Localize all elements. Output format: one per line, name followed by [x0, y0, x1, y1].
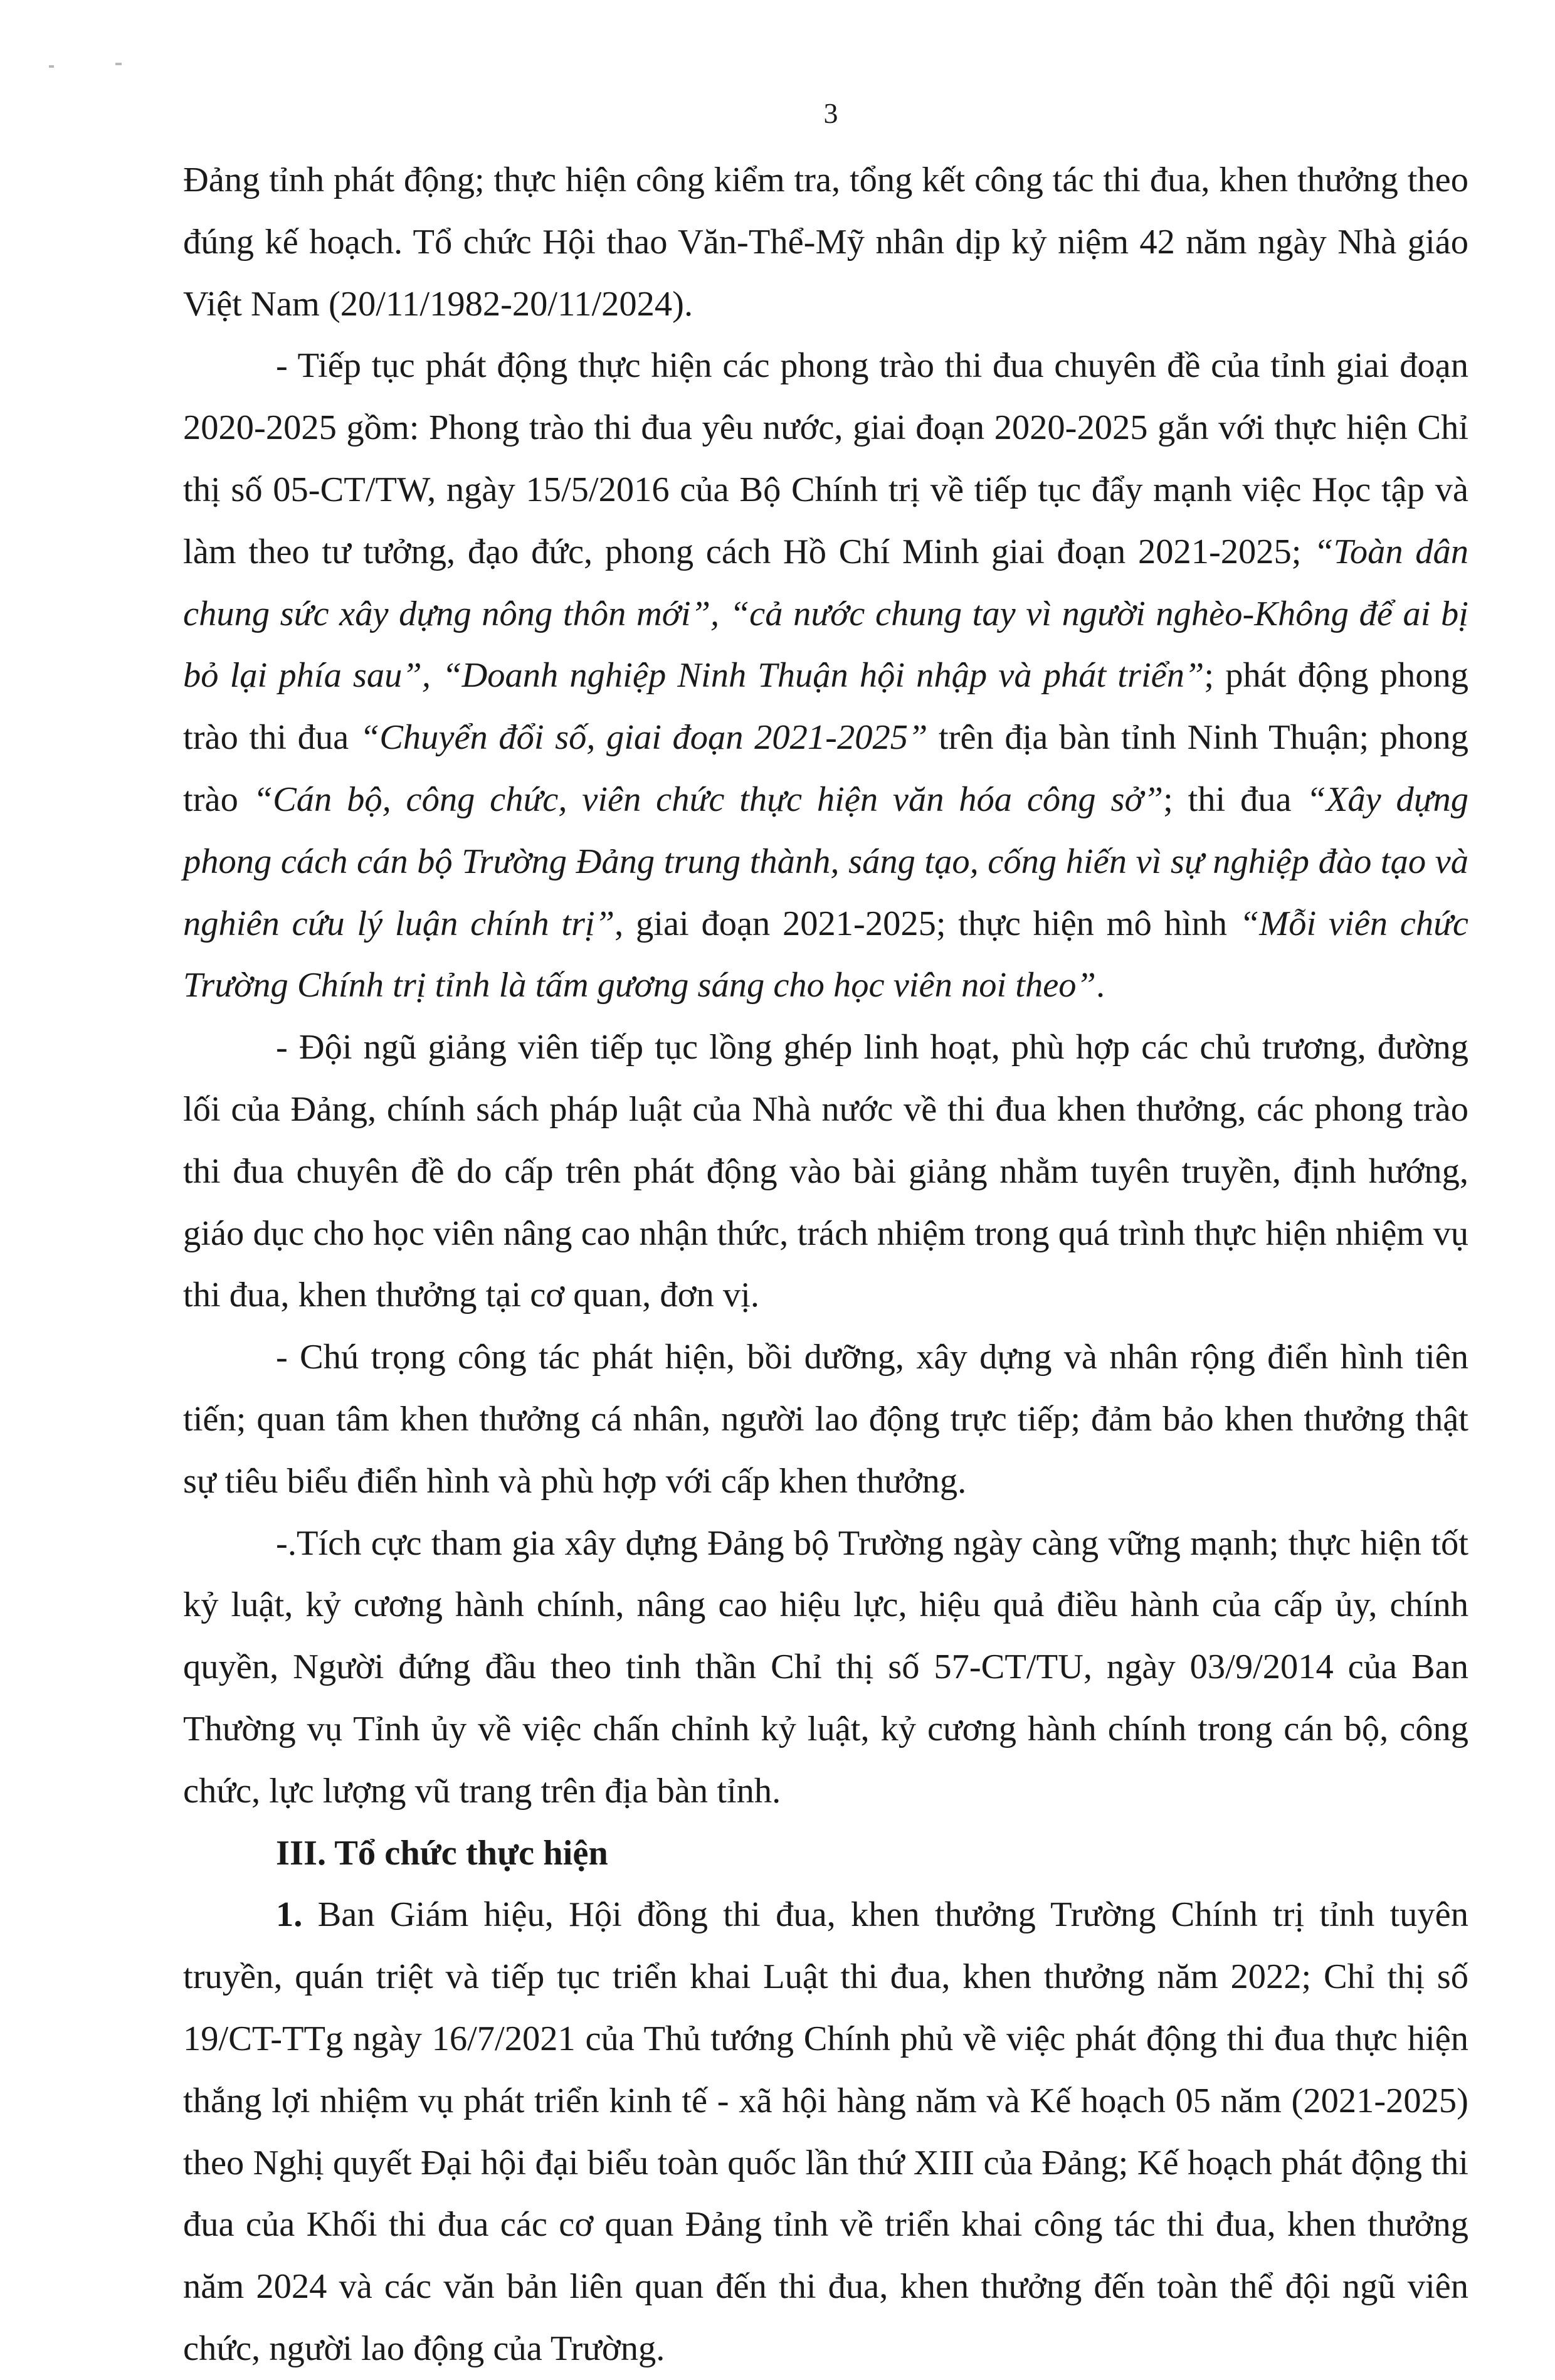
italic-quote: “Toàn dân chung sức xây dựng nông thôn mới”, “cả nước chung tay vì người nghèo-Không để ai bị bỏ lại phía sau”, “Doanh nghiệp Ninh Thuận hội nhập và phát triển”	[183, 532, 1468, 695]
text-run: ; thi đua	[1163, 780, 1307, 819]
paragraph-lecturers	[183, 1017, 1468, 1326]
text-run: , giai đoạn 2021-2025; thực hiện mô hình	[614, 904, 1240, 943]
scan-artifact	[115, 63, 122, 65]
text-run: .	[1095, 966, 1105, 1005]
italic-quote: “Xây dựng phong cách cán bộ Trường Đảng trung thành, sáng tạo, cống hiến vì sự nghiệp đào tạo và nghiên cứu lý luận chính trị”	[183, 780, 1469, 943]
italic-quote: “Mỗi viên chức Trường Chính trị tỉnh là tấm gương sáng cho học viên noi theo”	[183, 904, 1468, 1005]
paragraph-party-building	[183, 1513, 1468, 1822]
document-body	[183, 149, 1468, 2380]
section-heading: III. Tổ chức thực hiện	[276, 1833, 608, 1873]
text-run: - Chú trọng công tác phát hiện, bồi dưỡng, xây dựng và nhân rộng điển hình tiên tiến; quan tâm khen thưởng cá nhân, người lao động trực tiếp; đảm bảo khen thưởng thật sự tiêu biểu điển hình và phù hợp với cấp khen thưởng.	[183, 1338, 1468, 1501]
item-number: 1.	[276, 1895, 303, 1935]
text-run: - Đội ngũ giảng viên tiếp tục lồng ghép linh hoạt, phù hợp các chủ trương, đường lối của Đảng, chính sách pháp luật của Nhà nước về thi đua khen thưởng, các phong trào thi đua chuyên đề do cấp trên phát động vào bài giảng nhằm tuyên truyền, định hướng, giáo dục cho học viên nâng cao nhận thức, trách nhiệm trong quá trình thực hiện nhiệm vụ thi đua, khen thưởng tại cơ quan, đơn vị.	[183, 1028, 1468, 1315]
text-run: - Tiếp tục phát động thực hiện các phong trào thi đua chuyên đề của tỉnh giai đoạn 2020-2025 gồm: Phong trào thi đua yêu nước, giai đoạn 2020-2025 gắn với thực hiện Chỉ thị số 05-CT/TW, ngày 15/5/2016 của Bộ Chính trị về tiếp tục đẩy mạnh việc Học tập và làm theo tư tưởng, đạo đức, phong cách Hồ Chí Minh giai đoạn 2021-2025;	[183, 346, 1468, 571]
text-run: ; phát động phong trào thi đua	[183, 656, 1468, 758]
page-number: 3	[823, 97, 838, 129]
text-run: trên địa bàn tỉnh Ninh Thuận; phong trào	[183, 718, 1468, 819]
paragraph-item-1	[183, 1884, 1468, 2379]
text-run: -.Tích cực tham gia xây dựng Đảng bộ Trường ngày càng vững mạnh; thực hiện tốt kỷ luật, kỷ cương hành chính, nâng cao hiệu lực, hiệu quả điều hành của cấp ủy, chính quyền, Người đứng đầu theo tinh thần Chỉ thị số 57-CT/TU, ngày 03/9/2014 của Ban Thường vụ Tỉnh ủy về việc chấn chỉnh kỷ luật, kỷ cương hành chính trong cán bộ, công chức, lực lượng vũ trang trên địa bàn tỉnh.	[183, 1523, 1468, 1811]
text-run: Ban Giám hiệu, Hội đồng thi đua, khen thưởng Trường Chính trị tỉnh tuyên truyền, quán triệt và tiếp tục triển khai Luật thi đua, khen thưởng năm 2022; Chỉ thị số 19/CT-TTg ngày 16/7/2021 của Thủ tướng Chính phủ về việc phát động thi đua thực hiện thắng lợi nhiệm vụ phát triển kinh tế - xã hội hàng năm và Kế hoạch 05 năm (2021-2025) theo Nghị quyết Đại hội đại biểu toàn quốc lần thứ XIII của Đảng; Kế hoạch phát động thi đua của Khối thi đua các cơ quan Đảng tỉnh về triển khai công tác thi đua, khen thưởng năm 2024 và các văn bản liên quan đến thi đua, khen thưởng đến toàn thể đội ngũ viên chức, người lao động của Trường.	[183, 1895, 1468, 2368]
scan-artifact	[49, 65, 54, 68]
italic-quote: “Chuyển đổi số, giai đoạn 2021-2025”	[359, 718, 928, 758]
paragraph-continuation	[183, 149, 1468, 335]
paragraph-emulation-movements	[183, 335, 1468, 1017]
paragraph-exemplary-models	[183, 1326, 1468, 1512]
text-run: Đảng tỉnh phát động; thực hiện công kiểm tra, tổng kết công tác thi đua, khen thưởng theo đúng kế hoạch. Tổ chức Hội thao Văn-Thể-Mỹ nhân dịp kỷ niệm 42 năm ngày Nhà giáo Việt Nam (20/11/1982-20/11/2024).	[183, 161, 1468, 324]
italic-quote: “Cán bộ, công chức, viên chức thực hiện văn hóa công sở”	[253, 780, 1164, 819]
